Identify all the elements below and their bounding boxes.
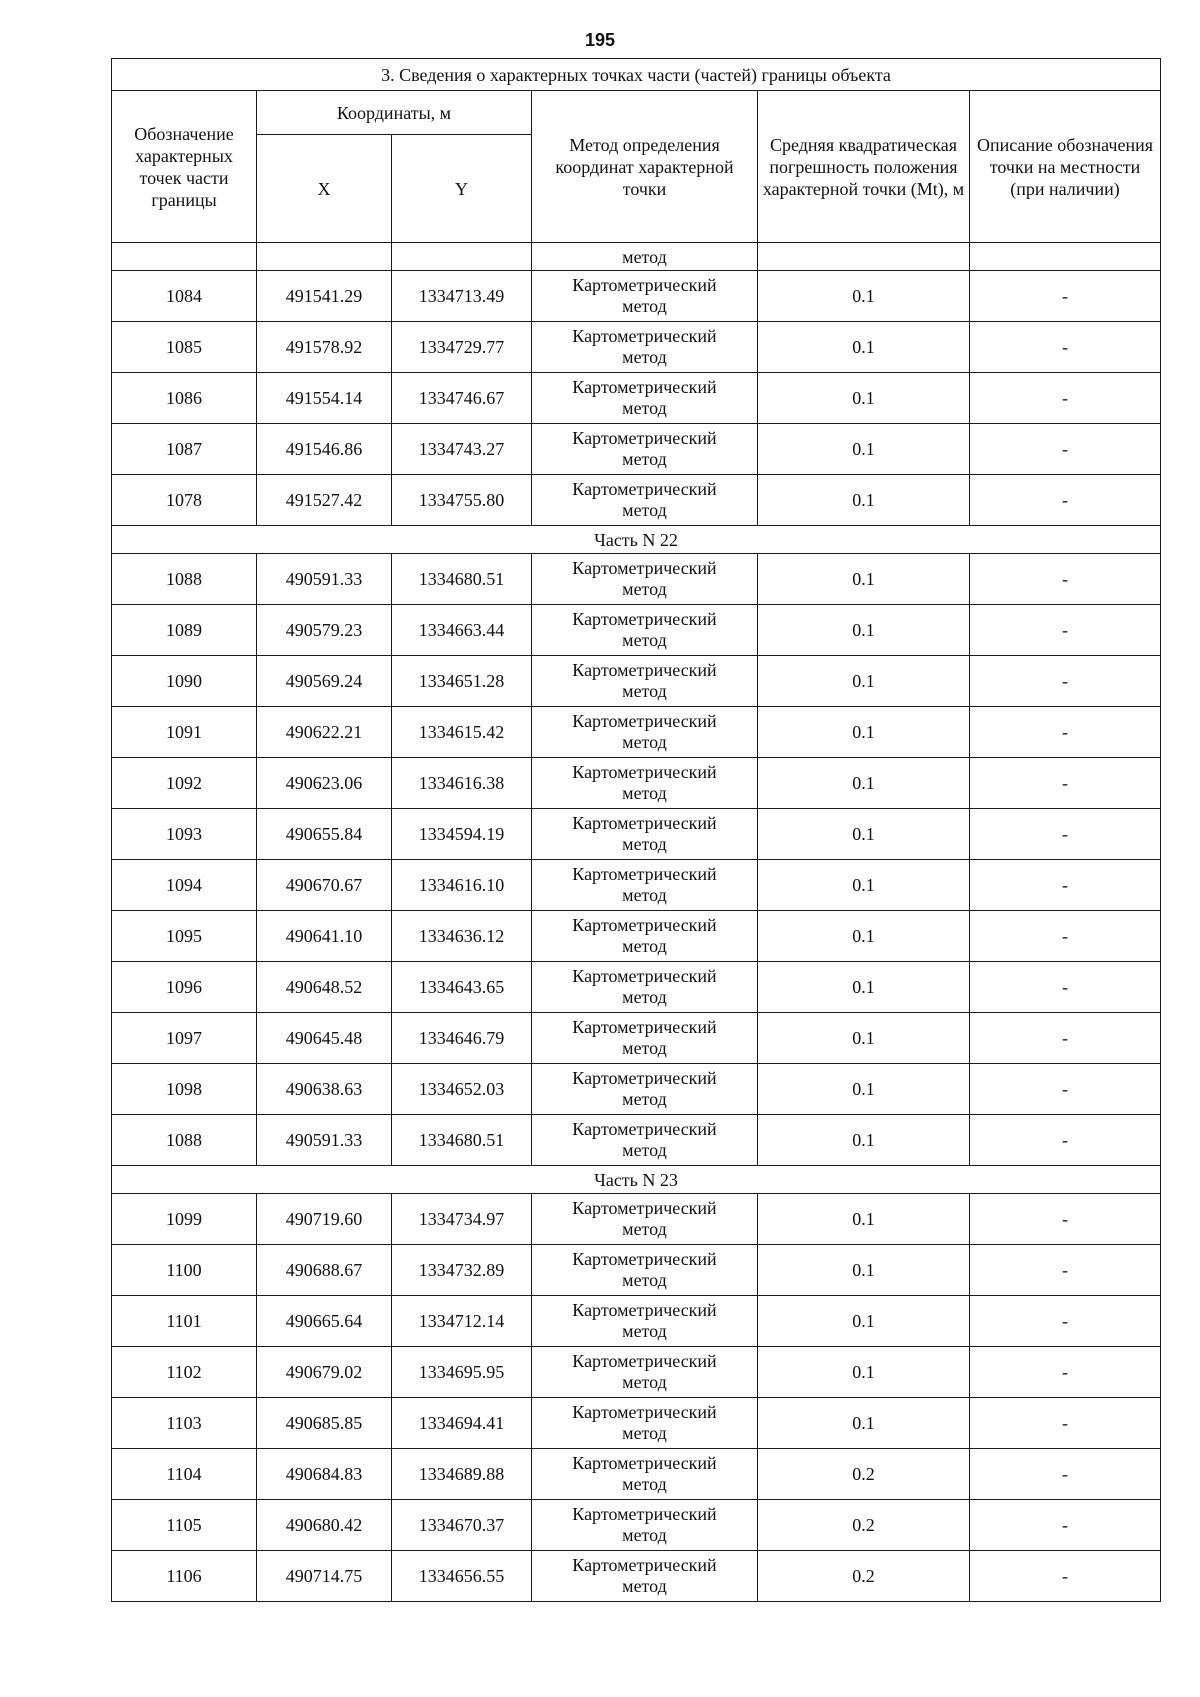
- table-row: [112, 271, 1161, 322]
- description-value: -: [970, 605, 1161, 656]
- method-line-1: Картометрический: [572, 275, 717, 295]
- description-value: -: [970, 1347, 1161, 1398]
- method-line-1: Картометрический: [572, 966, 717, 986]
- description-value: -: [970, 962, 1161, 1013]
- point-id: 1105: [112, 1500, 257, 1551]
- method-line-1: Картометрический: [572, 813, 717, 833]
- x-coordinate: 490622.21: [257, 707, 392, 758]
- point-id: 1093: [112, 809, 257, 860]
- error-value: 0.1: [758, 1064, 970, 1115]
- error-value: 0.1: [758, 1398, 970, 1449]
- method-line-1: Картометрический: [572, 1555, 717, 1575]
- description-value: -: [970, 271, 1161, 322]
- method-line-2: метод: [622, 500, 667, 520]
- method-cell: [532, 962, 758, 1013]
- error-value: 0.1: [758, 1194, 970, 1245]
- description-value: -: [970, 373, 1161, 424]
- method-cell: [532, 1296, 758, 1347]
- method-line-2: метод: [622, 834, 667, 854]
- method-line-1: Картометрический: [572, 1017, 717, 1037]
- x-coordinate: 490684.83: [257, 1449, 392, 1500]
- cell-empty: [257, 243, 392, 271]
- part-label: Часть N 22: [112, 526, 1161, 554]
- method-line-2: метод: [622, 936, 667, 956]
- method-line-2: метод: [622, 1423, 667, 1443]
- method-cell: [532, 605, 758, 656]
- method-line-2: метод: [622, 783, 667, 803]
- y-coordinate: 1334643.65: [392, 962, 532, 1013]
- cell-empty: [392, 243, 532, 271]
- header-row-1: [112, 91, 1161, 135]
- method-cell: [532, 1245, 758, 1296]
- part-header-row: [112, 526, 1161, 554]
- x-coordinate: 490665.64: [257, 1296, 392, 1347]
- table-row: [112, 860, 1161, 911]
- y-coordinate: 1334732.89: [392, 1245, 532, 1296]
- method-cell: [532, 1013, 758, 1064]
- table-row: [112, 1013, 1161, 1064]
- method-cell: [532, 322, 758, 373]
- method-line-2: метод: [622, 398, 667, 418]
- x-coordinate: 491546.86: [257, 424, 392, 475]
- method-line-1: Картометрический: [572, 609, 717, 629]
- method-cell: [532, 860, 758, 911]
- x-coordinate: 490648.52: [257, 962, 392, 1013]
- y-coordinate: 1334670.37: [392, 1500, 532, 1551]
- header-method: Метод определения координат характерной точки: [532, 91, 758, 243]
- description-value: -: [970, 1115, 1161, 1166]
- description-value: -: [970, 707, 1161, 758]
- description-value: -: [970, 475, 1161, 526]
- point-id: 1101: [112, 1296, 257, 1347]
- method-line-2: метод: [622, 1140, 667, 1160]
- description-value: -: [970, 1398, 1161, 1449]
- error-value: 0.1: [758, 605, 970, 656]
- header-y: Y: [392, 135, 532, 243]
- description-value: -: [970, 424, 1161, 475]
- table-row: [112, 1449, 1161, 1500]
- error-value: 0.2: [758, 1449, 970, 1500]
- x-coordinate: 490685.85: [257, 1398, 392, 1449]
- description-value: -: [970, 322, 1161, 373]
- error-value: 0.1: [758, 656, 970, 707]
- x-coordinate: 490679.02: [257, 1347, 392, 1398]
- method-cell: [532, 424, 758, 475]
- x-coordinate: 490680.42: [257, 1500, 392, 1551]
- method-line-1: Картометрический: [572, 1068, 717, 1088]
- header-x: X: [257, 135, 392, 243]
- method-cell: [532, 1449, 758, 1500]
- y-coordinate: 1334743.27: [392, 424, 532, 475]
- table-row: [112, 1064, 1161, 1115]
- continuation-row: [112, 243, 1161, 271]
- method-line-2: метод: [622, 1219, 667, 1239]
- point-id: 1078: [112, 475, 257, 526]
- method-line-2: метод: [622, 885, 667, 905]
- error-value: 0.1: [758, 1013, 970, 1064]
- y-coordinate: 1334755.80: [392, 475, 532, 526]
- method-line-2: метод: [622, 630, 667, 650]
- method-line-1: Картометрический: [572, 479, 717, 499]
- method-line-1: Картометрический: [572, 1198, 717, 1218]
- y-coordinate: 1334746.67: [392, 373, 532, 424]
- point-id: 1089: [112, 605, 257, 656]
- description-value: -: [970, 758, 1161, 809]
- method-cell: [532, 1551, 758, 1602]
- description-value: -: [970, 1064, 1161, 1115]
- method-cell: [532, 809, 758, 860]
- description-value: -: [970, 1449, 1161, 1500]
- method-line-2: метод: [622, 347, 667, 367]
- error-value: 0.1: [758, 554, 970, 605]
- error-value: 0.2: [758, 1551, 970, 1602]
- method-line-2: метод: [622, 296, 667, 316]
- point-id: 1084: [112, 271, 257, 322]
- y-coordinate: 1334689.88: [392, 1449, 532, 1500]
- method-cell: [532, 1194, 758, 1245]
- x-coordinate: 490591.33: [257, 1115, 392, 1166]
- point-id: 1106: [112, 1551, 257, 1602]
- table-row: [112, 322, 1161, 373]
- description-value: -: [970, 860, 1161, 911]
- method-line-2: метод: [622, 1270, 667, 1290]
- method-line-1: Картометрический: [572, 1300, 717, 1320]
- method-line-2: метод: [622, 1525, 667, 1545]
- table-row: [112, 475, 1161, 526]
- method-cell: [532, 656, 758, 707]
- x-coordinate: 490714.75: [257, 1551, 392, 1602]
- error-value: 0.1: [758, 322, 970, 373]
- method-line-2: метод: [622, 1576, 667, 1596]
- y-coordinate: 1334713.49: [392, 271, 532, 322]
- method-line-2: метод: [622, 1321, 667, 1341]
- table-row: [112, 656, 1161, 707]
- method-line-1: Картометрический: [572, 711, 717, 731]
- page-number: 195: [584, 30, 616, 50]
- point-id: 1102: [112, 1347, 257, 1398]
- x-coordinate: 490670.67: [257, 860, 392, 911]
- method-line-1: Картометрический: [572, 326, 717, 346]
- point-id: 1091: [112, 707, 257, 758]
- y-coordinate: 1334594.19: [392, 809, 532, 860]
- error-value: 0.1: [758, 1115, 970, 1166]
- point-id: 1095: [112, 911, 257, 962]
- point-id: 1094: [112, 860, 257, 911]
- point-id: 1097: [112, 1013, 257, 1064]
- x-coordinate: 490688.67: [257, 1245, 392, 1296]
- y-coordinate: 1334652.03: [392, 1064, 532, 1115]
- point-id: 1090: [112, 656, 257, 707]
- table-title: 3. Сведения о характерных точках части (частей) границы объекта: [112, 59, 1161, 91]
- description-value: -: [970, 554, 1161, 605]
- description-value: -: [970, 1245, 1161, 1296]
- x-coordinate: 490655.84: [257, 809, 392, 860]
- method-cell: [532, 1115, 758, 1166]
- x-coordinate: 491541.29: [257, 271, 392, 322]
- table-row: [112, 1500, 1161, 1551]
- table-row: [112, 373, 1161, 424]
- method-cell: [532, 1347, 758, 1398]
- x-coordinate: 490579.23: [257, 605, 392, 656]
- point-id: 1088: [112, 554, 257, 605]
- y-coordinate: 1334616.38: [392, 758, 532, 809]
- method-line-1: Картометрический: [572, 377, 717, 397]
- y-coordinate: 1334615.42: [392, 707, 532, 758]
- x-coordinate: 490623.06: [257, 758, 392, 809]
- header-error: Средняя квадратическая погрешность положения характерной точки (Mt), м: [758, 91, 970, 243]
- error-value: 0.1: [758, 707, 970, 758]
- y-coordinate: 1334712.14: [392, 1296, 532, 1347]
- method-line-2: метод: [622, 449, 667, 469]
- method-line-2: метод: [622, 732, 667, 752]
- method-line-1: Картометрический: [572, 428, 717, 448]
- y-coordinate: 1334663.44: [392, 605, 532, 656]
- y-coordinate: 1334680.51: [392, 1115, 532, 1166]
- point-id: 1088: [112, 1115, 257, 1166]
- method-cell: [532, 758, 758, 809]
- error-value: 0.1: [758, 475, 970, 526]
- point-id: 1087: [112, 424, 257, 475]
- y-coordinate: 1334651.28: [392, 656, 532, 707]
- header-point: Обозначение характерных точек части границы: [112, 91, 257, 243]
- method-line-2: метод: [622, 1372, 667, 1392]
- table-row: [112, 1347, 1161, 1398]
- description-value: -: [970, 1500, 1161, 1551]
- cell-empty: [758, 243, 970, 271]
- y-coordinate: 1334646.79: [392, 1013, 532, 1064]
- boundary-points-table: [111, 58, 1161, 1602]
- y-coordinate: 1334695.95: [392, 1347, 532, 1398]
- point-id: 1086: [112, 373, 257, 424]
- method-line-1: Картометрический: [572, 1351, 717, 1371]
- method-line-1: Картометрический: [572, 1504, 717, 1524]
- description-value: -: [970, 1551, 1161, 1602]
- y-coordinate: 1334729.77: [392, 322, 532, 373]
- point-id: 1085: [112, 322, 257, 373]
- x-coordinate: 491554.14: [257, 373, 392, 424]
- point-id: 1099: [112, 1194, 257, 1245]
- method-line-1: Картометрический: [572, 558, 717, 578]
- x-coordinate: 490591.33: [257, 554, 392, 605]
- description-value: -: [970, 911, 1161, 962]
- y-coordinate: 1334636.12: [392, 911, 532, 962]
- continuation-method: метод: [532, 243, 758, 271]
- error-value: 0.1: [758, 1245, 970, 1296]
- cell-empty: [970, 243, 1161, 271]
- description-value: -: [970, 1194, 1161, 1245]
- error-value: 0.1: [758, 271, 970, 322]
- x-coordinate: 490641.10: [257, 911, 392, 962]
- method-line-1: Картометрический: [572, 915, 717, 935]
- method-line-2: метод: [622, 579, 667, 599]
- point-id: 1092: [112, 758, 257, 809]
- table-row: [112, 707, 1161, 758]
- table-row: [112, 962, 1161, 1013]
- error-value: 0.1: [758, 860, 970, 911]
- part-label: Часть N 23: [112, 1166, 1161, 1194]
- method-cell: [532, 707, 758, 758]
- method-cell: [532, 1064, 758, 1115]
- description-value: -: [970, 656, 1161, 707]
- x-coordinate: 491578.92: [257, 322, 392, 373]
- error-value: 0.1: [758, 962, 970, 1013]
- method-line-1: Картометрический: [572, 1453, 717, 1473]
- method-cell: [532, 1500, 758, 1551]
- error-value: 0.1: [758, 758, 970, 809]
- method-line-2: метод: [622, 681, 667, 701]
- point-id: 1100: [112, 1245, 257, 1296]
- y-coordinate: 1334656.55: [392, 1551, 532, 1602]
- part-header-row: [112, 1166, 1161, 1194]
- point-id: 1098: [112, 1064, 257, 1115]
- method-line-1: Картометрический: [572, 1402, 717, 1422]
- method-cell: [532, 271, 758, 322]
- point-id: 1103: [112, 1398, 257, 1449]
- cell-empty: [112, 243, 257, 271]
- table-row: [112, 1115, 1161, 1166]
- table-row: [112, 911, 1161, 962]
- y-coordinate: 1334734.97: [392, 1194, 532, 1245]
- y-coordinate: 1334616.10: [392, 860, 532, 911]
- method-line-2: метод: [622, 1474, 667, 1494]
- table-row: [112, 1194, 1161, 1245]
- method-line-1: Картометрический: [572, 1119, 717, 1139]
- table-row: [112, 424, 1161, 475]
- table-row: [112, 1551, 1161, 1602]
- error-value: 0.1: [758, 1296, 970, 1347]
- method-line-1: Картометрический: [572, 864, 717, 884]
- error-value: 0.2: [758, 1500, 970, 1551]
- description-value: -: [970, 1296, 1161, 1347]
- table-row: [112, 1398, 1161, 1449]
- table-row: [112, 605, 1161, 656]
- method-cell: [532, 554, 758, 605]
- error-value: 0.1: [758, 809, 970, 860]
- method-cell: [532, 373, 758, 424]
- x-coordinate: 490645.48: [257, 1013, 392, 1064]
- method-cell: [532, 1398, 758, 1449]
- description-value: -: [970, 1013, 1161, 1064]
- error-value: 0.1: [758, 1347, 970, 1398]
- method-line-2: метод: [622, 1089, 667, 1109]
- description-value: -: [970, 809, 1161, 860]
- table-title-row: [112, 59, 1161, 91]
- method-cell: [532, 911, 758, 962]
- error-value: 0.1: [758, 424, 970, 475]
- y-coordinate: 1334694.41: [392, 1398, 532, 1449]
- method-line-2: метод: [622, 1038, 667, 1058]
- table-row: [112, 554, 1161, 605]
- table-row: [112, 1296, 1161, 1347]
- error-value: 0.1: [758, 373, 970, 424]
- table-row: [112, 1245, 1161, 1296]
- point-id: 1104: [112, 1449, 257, 1500]
- table-body: [112, 59, 1161, 1602]
- y-coordinate: 1334680.51: [392, 554, 532, 605]
- method-cell: [532, 475, 758, 526]
- header-coordinates: Координаты, м: [257, 91, 532, 135]
- x-coordinate: 490638.63: [257, 1064, 392, 1115]
- x-coordinate: 491527.42: [257, 475, 392, 526]
- header-description: Описание обозначения точки на местности (при наличии): [970, 91, 1161, 243]
- method-line-1: Картометрический: [572, 660, 717, 680]
- method-line-1: Картометрический: [572, 1249, 717, 1269]
- method-line-2: метод: [622, 987, 667, 1007]
- error-value: 0.1: [758, 911, 970, 962]
- x-coordinate: 490719.60: [257, 1194, 392, 1245]
- table-row: [112, 758, 1161, 809]
- table-row: [112, 809, 1161, 860]
- point-id: 1096: [112, 962, 257, 1013]
- x-coordinate: 490569.24: [257, 656, 392, 707]
- method-line-1: Картометрический: [572, 762, 717, 782]
